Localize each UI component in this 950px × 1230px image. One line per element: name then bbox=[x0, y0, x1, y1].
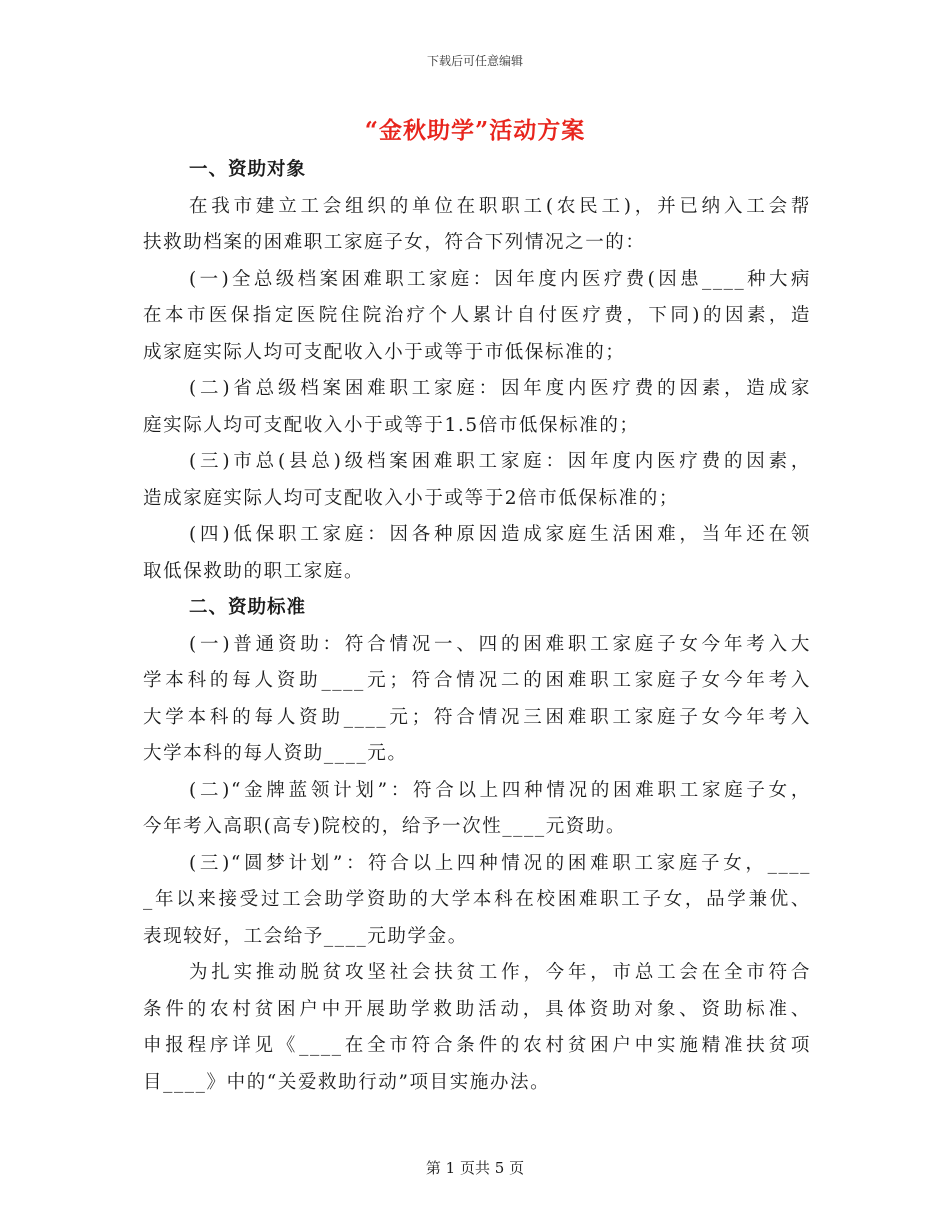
paragraph-line: (一)全总级档案困难职工家庭：因年度内医疗费(因患____种大病 bbox=[189, 268, 811, 290]
document-body bbox=[143, 152, 811, 1101]
paragraph-line: (二)“金牌蓝领计划”：符合以上四种情况的困难职工家庭子女， bbox=[189, 779, 811, 801]
paragraph-line: 成家庭实际人均可支配收入小于或等于市低保标准的； bbox=[143, 341, 626, 363]
paragraph-line: 今年考入高职(高专)院校的，给予一次性____元资助。 bbox=[143, 816, 627, 837]
paragraph-line: (三)“圆梦计划”：符合以上四种情况的困难职工家庭子女，____ bbox=[189, 852, 811, 874]
section-heading: 二、资助标准 bbox=[189, 597, 307, 618]
paragraph-line: 造成家庭实际人均可支配收入小于或等于2倍市低保标准的； bbox=[143, 487, 679, 509]
paragraph-line: 为扎实推动脱贫攻坚社会扶贫工作，今年，市总工会在全市符合 bbox=[189, 962, 811, 983]
page-footer: 第 1 页共 5 页 bbox=[425, 1159, 525, 1177]
paragraph-line: (三)市总(县总)级档案困难职工家庭：因年度内医疗费的因素， bbox=[189, 451, 811, 472]
paragraph-line: (四)低保职工家庭：因各种原因造成家庭生活困难，当年还在领 bbox=[189, 524, 811, 545]
paragraph-line: (一)普通资助：符合情况一、四的困难职工家庭子女今年考入大 bbox=[189, 633, 811, 655]
paragraph-line: 条件的农村贫困户中开展助学救助活动，具体资助对象、资助标准、 bbox=[143, 998, 811, 1020]
paragraph-line: 在本市医保指定医院住院治疗个人累计自付医疗费，下同)的因素，造 bbox=[143, 305, 811, 326]
paragraph-line: 申报程序详见《____在全市符合条件的农村贫困户中实施精准扶贫项 bbox=[143, 1035, 811, 1056]
page-header: 下载后可任意编辑 bbox=[426, 54, 523, 68]
paragraph-line: 庭实际人均可支配收入小于或等于1.5倍市低保标准的； bbox=[143, 414, 640, 436]
document-title: “金秋助学”活动方案 bbox=[364, 117, 586, 144]
paragraph-line: 大学本科的每人资助____元；符合情况三困难职工家庭子女今年考入 bbox=[143, 706, 811, 728]
paragraph-line: 大学本科的每人资助____元。 bbox=[143, 743, 408, 764]
paragraph-line: (二)省总级档案困难职工家庭：因年度内医疗费的因素，造成家 bbox=[189, 378, 811, 399]
paragraph-line: 学本科的每人资助____元；符合情况二的困难职工家庭子女今年考入 bbox=[143, 670, 811, 691]
paragraph-line: 目____》中的“关爱救助行动”项目实施办法。 bbox=[143, 1071, 551, 1093]
section-heading: 一、资助对象 bbox=[189, 159, 307, 180]
paragraph-line: 表现较好，工会给予____元助学金。 bbox=[143, 925, 468, 947]
paragraph-line: 扶救助档案的困难职工家庭子女，符合下列情况之一的： bbox=[143, 232, 646, 253]
paragraph-line: _年以来接受过工会助学资助的大学本科在校困难职工子女，品学兼优、 bbox=[143, 889, 811, 910]
paragraph-line: 在我市建立工会组织的单位在职职工(农民工)，并已纳入工会帮 bbox=[189, 195, 811, 217]
paragraph-line: 取低保救助的职工家庭。 bbox=[143, 560, 365, 582]
